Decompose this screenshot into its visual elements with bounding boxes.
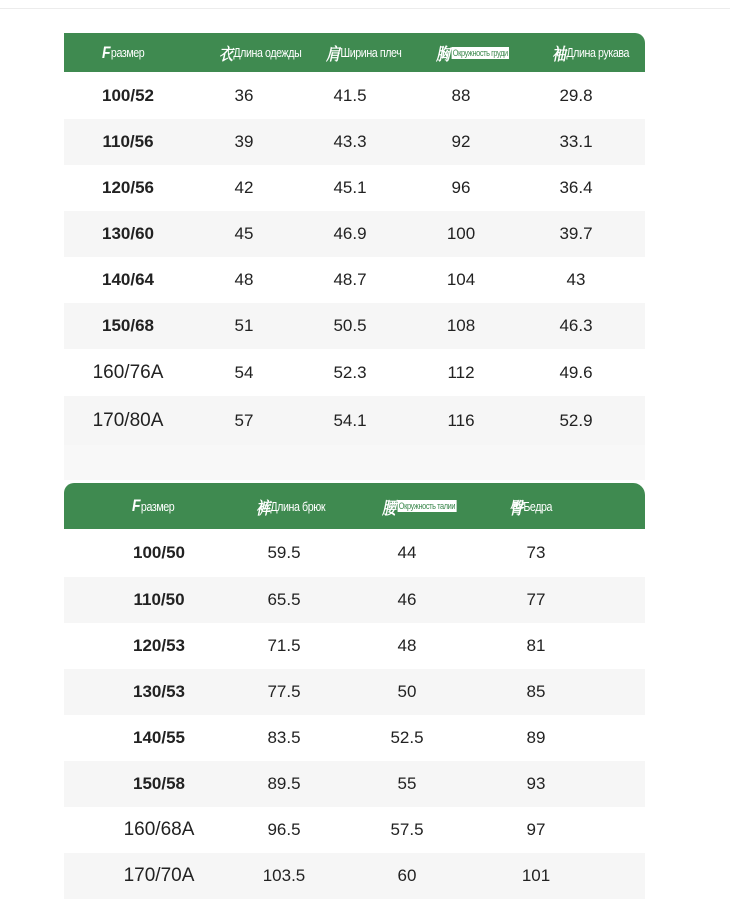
- table-footer-spacer: [64, 445, 645, 480]
- value-cell: 48: [397, 636, 417, 655]
- value-cell: 39: [234, 132, 254, 151]
- value-cell: 52.5: [390, 728, 424, 747]
- value-cell: 81: [526, 636, 546, 655]
- value-cell: 54: [234, 362, 254, 382]
- top-divider: [0, 8, 730, 9]
- size-cell: 140/64: [102, 270, 154, 289]
- value-cell: 96.5: [267, 820, 301, 839]
- value-cell: 101: [521, 866, 551, 885]
- header-cell: [382, 483, 457, 529]
- value-cell: 52.9: [559, 410, 593, 430]
- size-cell: 100/50: [133, 543, 185, 562]
- value-cell: 41.5: [333, 85, 367, 105]
- header-mark: F: [132, 496, 141, 515]
- value-cell: 55: [397, 774, 417, 793]
- value-cell: 59.5: [267, 543, 301, 562]
- value-cell: 46: [397, 590, 417, 609]
- value-cell: 103.5: [262, 866, 306, 885]
- table-row: [64, 761, 645, 807]
- value-cell: 49.6: [559, 362, 593, 382]
- value-cell: 92: [451, 132, 471, 151]
- table-row: [64, 303, 645, 349]
- table-row: [64, 165, 645, 211]
- table-row: [64, 853, 645, 899]
- header-label: размер: [110, 45, 145, 60]
- size-chart-pants: [64, 483, 645, 899]
- header-mark: 臀: [509, 498, 523, 518]
- header-cell: [326, 33, 401, 72]
- table-row: [64, 623, 645, 669]
- value-cell: 112: [447, 362, 475, 382]
- size-cell: 100/52: [102, 85, 154, 105]
- value-cell: 57.5: [390, 820, 424, 839]
- table-row: [64, 72, 645, 119]
- table-row: [64, 211, 645, 257]
- value-cell: 36.4: [559, 178, 593, 197]
- value-cell: 50.5: [333, 316, 367, 335]
- size-cell: 130/60: [102, 224, 154, 243]
- header-mark: 肩: [326, 45, 340, 64]
- header-label: Бедра: [523, 498, 553, 514]
- value-cell: 33.1: [559, 132, 593, 151]
- value-cell: 46.9: [333, 224, 367, 243]
- table-row: [64, 669, 645, 715]
- header-label: Ширина плеч: [340, 45, 402, 60]
- header-cell: [436, 33, 509, 72]
- size-cell: 130/53: [133, 682, 185, 701]
- header-label: Окружность талии: [398, 501, 456, 511]
- header-label: Длина одежды: [233, 45, 302, 60]
- header-mark: 胸: [436, 45, 450, 64]
- size-cell: 160/68A: [123, 819, 195, 840]
- size-cell: 120/53: [133, 636, 185, 655]
- value-cell: 97: [526, 820, 546, 839]
- value-cell: 65.5: [267, 590, 301, 609]
- header-mark: 裤: [256, 498, 270, 518]
- value-cell: 44: [397, 543, 417, 562]
- header-label: Длина рукава: [566, 45, 630, 60]
- header-cell: [102, 33, 144, 72]
- value-cell: 46.3: [559, 316, 593, 335]
- value-cell: 77: [526, 590, 546, 609]
- header-cell: [552, 33, 629, 72]
- value-cell: 89.5: [267, 774, 301, 793]
- value-cell: 50: [397, 682, 417, 701]
- table-row: [64, 529, 645, 577]
- value-cell: 60: [397, 866, 417, 885]
- value-cell: 43: [566, 270, 586, 289]
- value-cell: 89: [526, 728, 546, 747]
- value-cell: 85: [526, 682, 546, 701]
- value-cell: 116: [447, 410, 475, 430]
- size-cell: 110/50: [133, 590, 185, 609]
- header-cell: [219, 33, 301, 72]
- value-cell: 88: [451, 85, 471, 105]
- header-cell: [132, 483, 174, 529]
- header-label: Окружность груди: [452, 47, 508, 58]
- value-cell: 71.5: [267, 636, 301, 655]
- header-label: размер: [140, 498, 175, 514]
- value-cell: 51: [234, 316, 254, 335]
- value-cell: 108: [446, 316, 476, 335]
- table-header: [64, 483, 645, 529]
- table-row: [64, 577, 645, 623]
- value-cell: 104: [446, 270, 476, 289]
- size-cell: 170/80A: [92, 409, 164, 431]
- value-cell: 48.7: [333, 270, 367, 289]
- header-cell: [256, 483, 325, 529]
- table-row: [64, 257, 645, 303]
- value-cell: 43.3: [333, 132, 367, 151]
- value-cell: 39.7: [559, 224, 593, 243]
- header-cell: [509, 483, 552, 529]
- table-row: [64, 396, 645, 445]
- value-cell: 48: [234, 270, 254, 289]
- header-mark: 衣: [219, 45, 233, 64]
- size-cell: 150/58: [133, 774, 185, 793]
- value-cell: 100: [446, 224, 476, 243]
- value-cell: 57: [234, 410, 254, 430]
- value-cell: 93: [526, 774, 546, 793]
- header-mark: 腰: [382, 498, 396, 518]
- size-chart-top: [64, 33, 645, 480]
- value-cell: 96: [451, 178, 471, 197]
- value-cell: 54.1: [333, 410, 367, 430]
- table-row: [64, 807, 645, 853]
- size-cell: 110/56: [102, 132, 154, 151]
- value-cell: 45.1: [333, 178, 367, 197]
- size-cell: 170/70A: [123, 865, 195, 886]
- header-label: Длина брюк: [270, 498, 326, 514]
- size-cell: 160/76A: [92, 361, 164, 383]
- table-header: [64, 33, 645, 72]
- value-cell: 52.3: [333, 362, 367, 382]
- value-cell: 73: [526, 543, 546, 562]
- value-cell: 36: [234, 85, 254, 105]
- size-cell: 150/68: [102, 316, 154, 335]
- size-cell: 140/55: [133, 728, 185, 747]
- value-cell: 29.8: [559, 85, 593, 105]
- table-row: [64, 715, 645, 761]
- table-row: [64, 349, 645, 396]
- header-mark: 袖: [552, 45, 566, 64]
- header-mark: F: [102, 42, 111, 62]
- value-cell: 83.5: [267, 728, 301, 747]
- value-cell: 45: [234, 224, 254, 243]
- value-cell: 77.5: [267, 682, 301, 701]
- value-cell: 42: [234, 178, 254, 197]
- size-cell: 120/56: [102, 178, 154, 197]
- table-row: [64, 119, 645, 165]
